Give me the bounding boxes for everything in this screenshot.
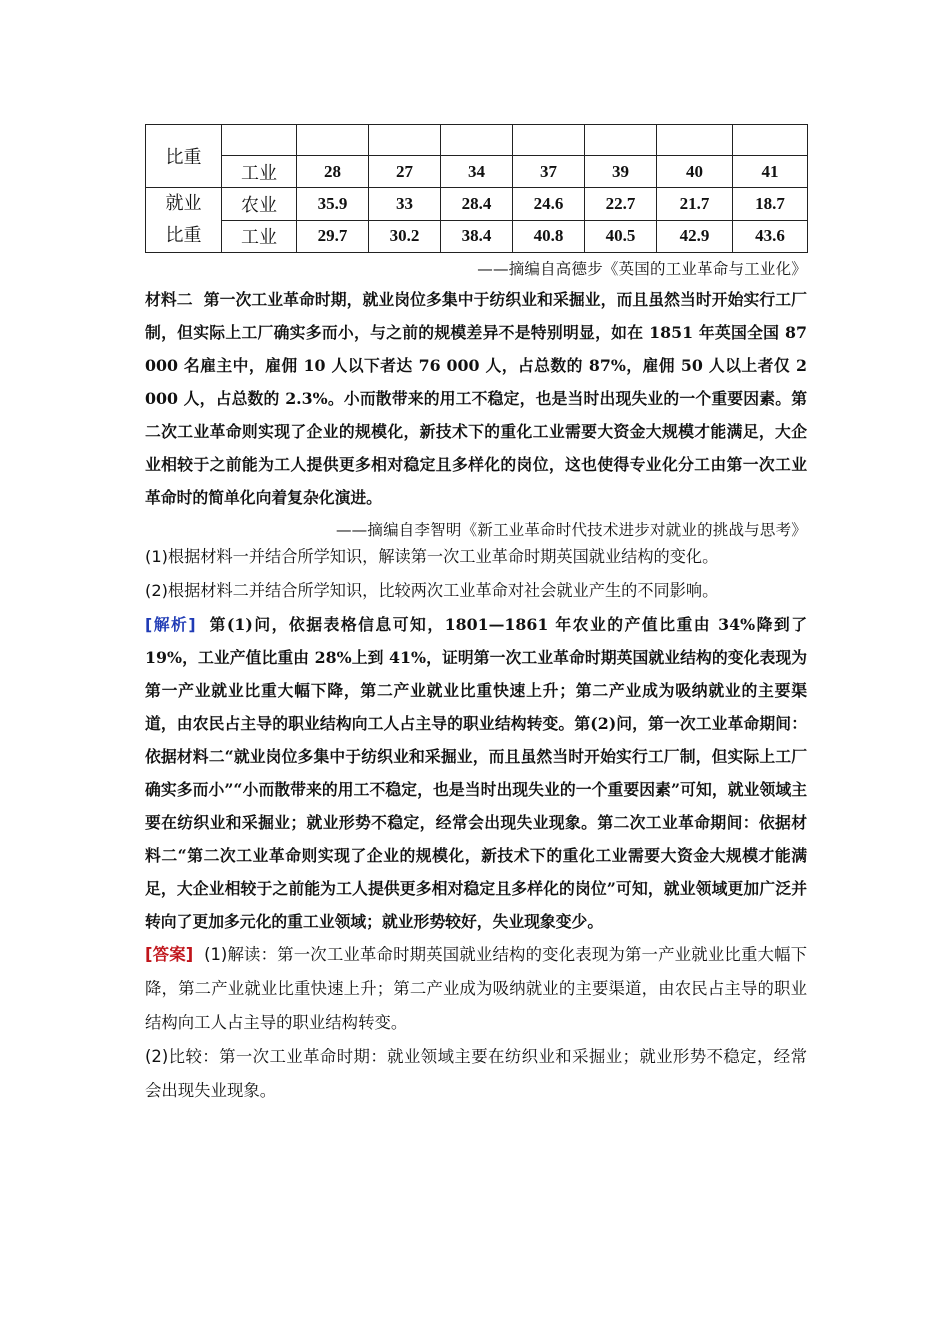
answer-paragraph-2: (2)比较：第一次工业革命时期：就业领域主要在纺织业和采掘业；就业形势不稳定，经常会出现失业现象。 — [145, 1047, 807, 1100]
answer-label: [答案] — [145, 945, 194, 964]
table-cell: 40.8 — [513, 220, 585, 253]
table-row — [146, 188, 808, 221]
table-cell: 28.4 — [441, 188, 513, 221]
analysis-text: 第(1)问，依据表格信息可知，1801—1861 年农业的产值比重由 34%降到了 19%，工业产值比重由 28%上到 41%，证明第一次工业革命时期英国就业结构的变化表现为第一产业就业比重大幅下降，第二产业就业比重快速上升；第二产业成为吸纳就业的主要渠道，由农民占主导的职业结构向工人占主导的职业结构转变。第(2)问，第一次工业革命期间：依据材料二“就业岗位多集中于纺织业和采掘业，而且虽然当时开始实行工厂制，但实际上工厂确实多而小”“小而散带来的用工不稳定，也是当时出现失业的一个重要因素”可知，就业领域主要在纺织业和采掘业；就业形势不稳定，经常会出现失业现象。第二次工业革命期间：依据材料二“第二次工业革命则实现了企业的规模化，新技术下的重化工业需要大资金大规模才能满足，大企业相较于之前能为工人提供更多相对稳定且多样化的岗位”可知，就业领域更加广泛并转向了更加多元化的重工业领域；就业形势较好，失业现象变少。 — [145, 615, 807, 931]
table-cell: 37 — [513, 156, 585, 188]
table-cell: 21.7 — [657, 188, 733, 221]
table-cell: 42.9 — [657, 220, 733, 253]
row-type-label: 农业 — [222, 188, 297, 221]
table-cell: 22.7 — [585, 188, 657, 221]
industry-share-table — [145, 124, 808, 253]
table-cell: 28 — [297, 156, 369, 188]
material-2-paragraph — [145, 283, 807, 514]
answer-paragraph-1 — [145, 938, 807, 1040]
table-cell: 34 — [441, 156, 513, 188]
table-row — [146, 220, 808, 253]
table-cell: 43.6 — [733, 220, 808, 253]
table-cell: 41 — [733, 156, 808, 188]
row-group-label: 就业 — [165, 193, 202, 214]
row-type-label: 工业 — [222, 156, 297, 188]
row-type-label: 工业 — [222, 220, 297, 253]
source-citation-2: ——摘编自李智明《新工业革命时代技术进步对就业的挑战与思考》 — [335, 521, 807, 539]
row-group-label: 比重 — [165, 225, 202, 246]
table-cell: 30.2 — [369, 220, 441, 253]
table-cell: 33 — [369, 188, 441, 221]
answer-text-1: (1)解读：第一次工业革命时期英国就业结构的变化表现为第一产业就业比重大幅下降，第二产业就业比重快速上升；第二产业成为吸纳就业的主要渠道，由农民占主导的职业结构向工人占主导的职业结构转变。 — [145, 945, 808, 1032]
table-cell: 39 — [585, 156, 657, 188]
table-row — [146, 156, 808, 188]
table-cell: 40 — [657, 156, 733, 188]
table-cell: 38.4 — [441, 220, 513, 253]
document-page — [145, 124, 807, 1108]
table-cell: 18.7 — [733, 188, 808, 221]
question-1: (1)根据材料一并结合所学知识，解读第一次工业革命时期英国就业结构的变化。 — [145, 547, 719, 566]
row-group-label: 比重 — [146, 125, 222, 188]
analysis-paragraph — [145, 608, 807, 938]
table-row — [146, 125, 808, 156]
table-cell: 24.6 — [513, 188, 585, 221]
source-citation-1: ——摘编自高德步《英国的工业革命与工业化》 — [477, 260, 807, 278]
table-cell: 40.5 — [585, 220, 657, 253]
question-2: (2)根据材料二并结合所学知识，比较两次工业革命对社会就业产生的不同影响。 — [145, 581, 719, 600]
table-cell: 27 — [369, 156, 441, 188]
material-2-label: 材料二 — [145, 290, 193, 309]
material-2-text: 第一次工业革命时期，就业岗位多集中于纺织业和采掘业，而且虽然当时开始实行工厂制，但实际上工厂确实多而小，与之前的规模差异不是特别明显，如在 1851 年英国全国 87 000 名雇主中，雇佣 10 人以下者达 76 000 人，占总数的 87%，雇佣 50 人以上者仅 2 000 人，占总数的 2.3%。小而散带来的用工不稳定，也是当时出现失业的一个重要因素。第二次工业革命则实现了企业的规模化，新技术下的重化工业需要大资金大规模才能满足，大企业相较于之前能为工人提供更多相对稳定且多样化的岗位，这也使得专业化分工由第一次工业革命时的简单化向着复杂化演进。 — [145, 290, 807, 507]
analysis-label: [解析] — [145, 615, 196, 634]
table-cell: 29.7 — [297, 220, 369, 253]
table-cell: 35.9 — [297, 188, 369, 221]
